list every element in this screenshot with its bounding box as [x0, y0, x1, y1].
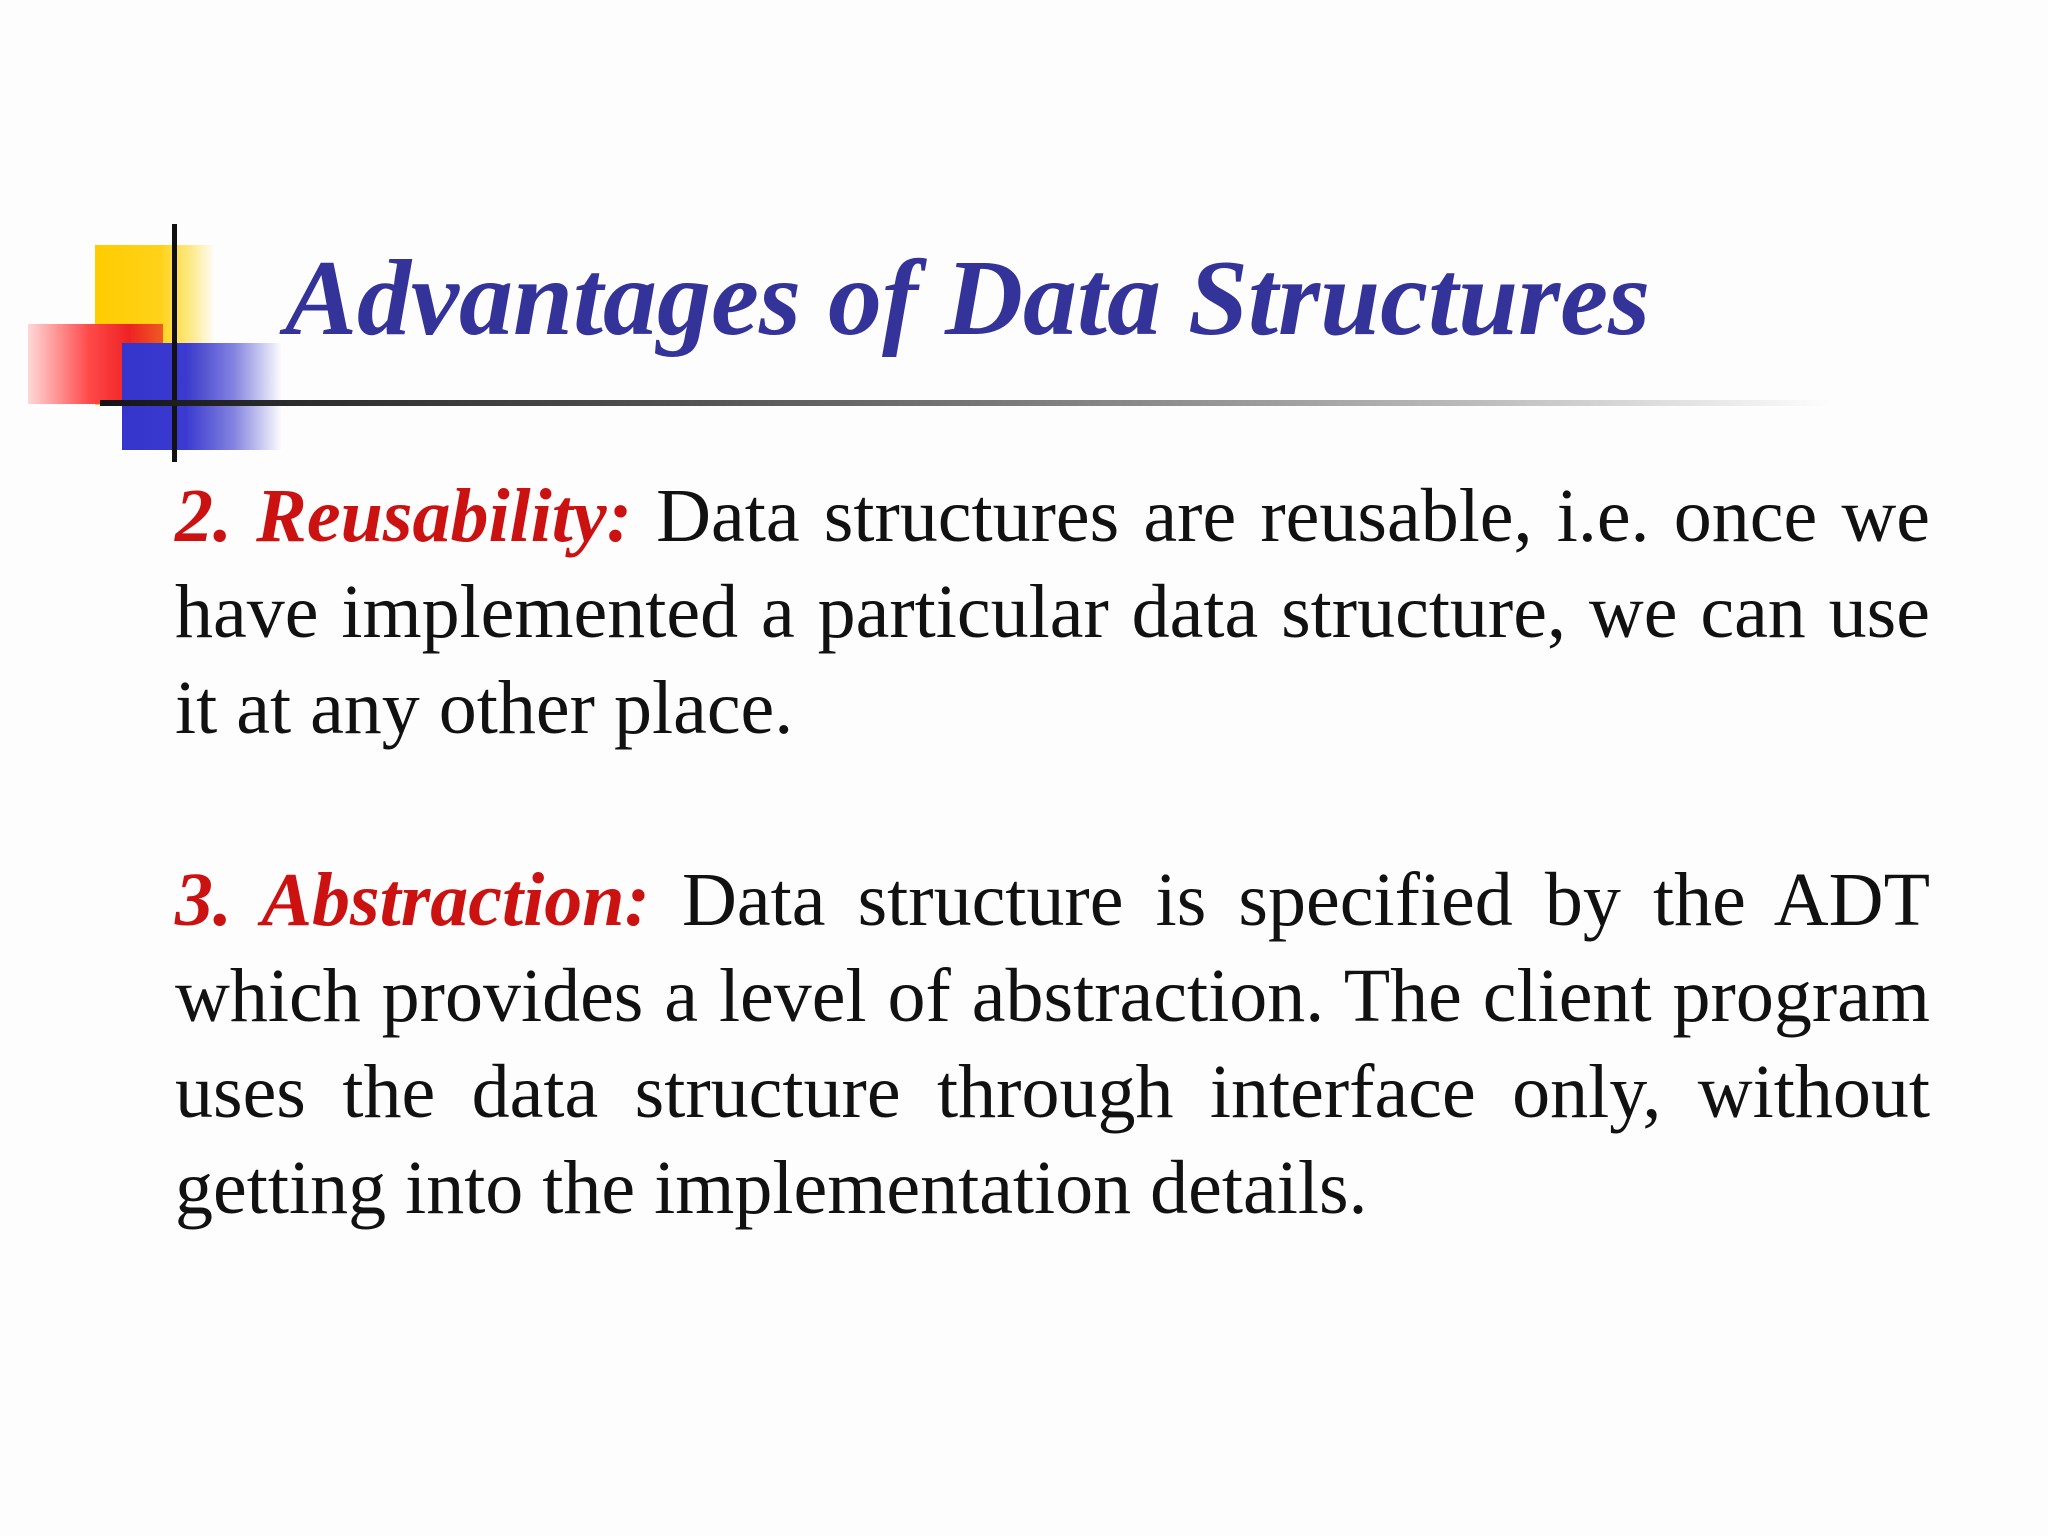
slide-body [175, 468, 1930, 1332]
decor-blue-square [122, 343, 282, 450]
point-heading-abstraction: 3. Abstraction: [175, 858, 650, 942]
point-text-reusability: Data structures are reusable, i.e. once we have implemented a particular data structure, we can use it at any other place. [175, 474, 1930, 750]
point-heading-reusability: 2. Reusability: [175, 474, 632, 558]
point-abstraction [175, 852, 1930, 1236]
title-underline [100, 400, 1830, 406]
decor-vertical-line [172, 224, 177, 462]
point-reusability [175, 468, 1930, 756]
point-text-abstraction: Data structure is specified by the ADT which provides a level of abstraction. The client program uses the data structure through interface only, without getting into the implementation details. [175, 858, 1930, 1230]
slide-title: Advantages of Data Structures [285, 239, 1651, 358]
